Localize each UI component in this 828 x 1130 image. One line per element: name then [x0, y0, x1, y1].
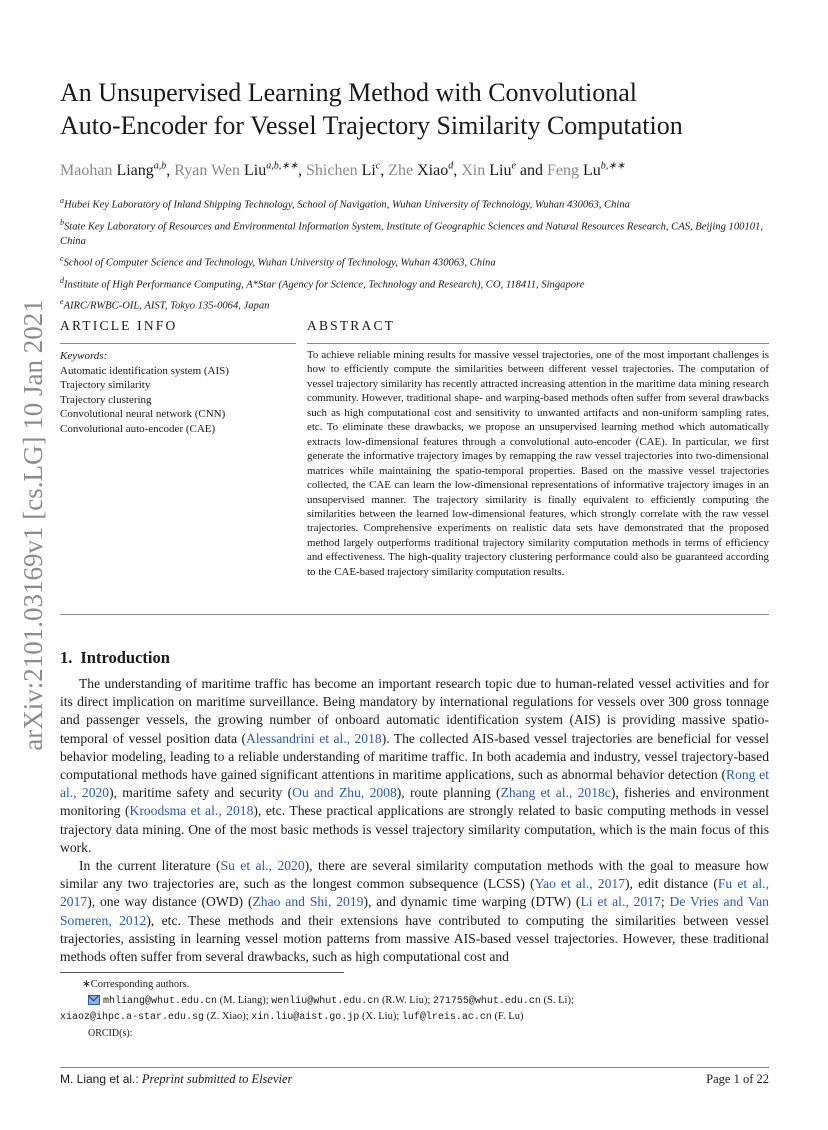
citation-link[interactable]: De Vries and Van Someren, 2012 — [60, 894, 769, 928]
keyword: Trajectory similarity — [60, 379, 151, 391]
text-run: The understanding of maritime traffic has become an important research topic due to human-related vessel activities and for its direct implication on maritime surveillance. Being mandatory by international regulations for vessels over 300 gross tonnage and passenger vessels, the growing number of onboard automatic identification system (AIS) is providing massive spatio-temporal of vessel position data ( — [60, 676, 769, 746]
section-number: 1. — [60, 648, 73, 667]
keyword: Convolutional auto-encoder (CAE) — [60, 422, 216, 435]
footnote-emails-line-2 — [60, 1009, 770, 1026]
text-run: ), one way distance (OWD) ( — [87, 894, 253, 910]
affiliation-marker: a — [60, 196, 64, 205]
author-first-name: Maohan — [60, 162, 117, 180]
affiliation — [60, 251, 770, 271]
affiliation-list — [60, 193, 770, 316]
keyword: Trajectory clustering — [60, 393, 152, 406]
author — [174, 162, 306, 179]
email-address[interactable]: 271755@whut.edu.cn — [432, 995, 541, 1007]
citation-link[interactable]: Li et al., 2017 — [580, 894, 661, 910]
paragraph-1 — [60, 675, 769, 857]
footer-colon: : — [135, 1072, 139, 1086]
text-run: ), etc. These practical applications are strongly related to basic computing methods in vessel trajectory data mining. One of the most basic methods is vessel trajectory similarity computation, which is the main focus of this work. — [60, 803, 769, 855]
author-affil-marker: c — [375, 161, 381, 172]
affiliation-marker: b — [60, 217, 64, 227]
footer-left — [60, 1072, 292, 1087]
author — [461, 162, 547, 179]
email-address[interactable]: luf@lreis.ac.cn — [401, 1012, 492, 1023]
citation-link[interactable]: Fu et al., 2017 — [60, 876, 769, 910]
author-first-name: Shichen — [306, 162, 362, 180]
affiliation-text: Hubei Key Laboratory of Inland Shipping Technology, School of Navigation, Wuhan University of Technology, Wuhan 430063, China — [64, 199, 630, 211]
author-list — [60, 156, 800, 182]
footnote-corresponding: ∗Corresponding authors. — [82, 979, 190, 990]
text-run: ), edit distance ( — [625, 876, 718, 892]
keywords-label: Keywords: — [60, 350, 108, 362]
abstract-rule — [307, 343, 769, 344]
affiliation-text: School of Computer Science and Technology, Wuhan University of Technology, Wuhan 430063, China — [63, 257, 496, 269]
text-run: ), etc. These methods and their extensions have contributed to computing the similarities between vessel trajectories, assisting in learning vessel motion patterns from massive AIS-based vessel trajectories. However, these traditional methods often suffer from several drawbacks, such as high computational cost and — [60, 912, 770, 965]
email-address[interactable]: wenliu@whut.edu.cn — [271, 995, 380, 1007]
text-run: ; — [660, 894, 670, 910]
citation-link[interactable]: Alessandrini et al., 2018 — [246, 730, 382, 746]
citation-link[interactable]: Yao et al., 2017 — [534, 876, 625, 892]
keyword: Automatic identification system (AIS) — [60, 364, 229, 377]
author-separator: and — [515, 162, 547, 180]
author-last-name: Xiao — [417, 162, 449, 180]
footer-author: M. Liang et al. — [60, 1072, 136, 1086]
affiliation — [60, 294, 770, 314]
email-owner: (R.W. Liu); — [379, 994, 433, 1006]
citation-link[interactable]: Zhang et al., 2018c — [500, 785, 611, 801]
abstract-heading: ABSTRACT — [307, 318, 396, 333]
author — [60, 162, 174, 179]
author-first-name: Zhe — [388, 162, 418, 180]
paragraph-2 — [60, 857, 769, 966]
section-heading — [60, 648, 178, 668]
citation-link[interactable]: Ou and Zhu, 2008 — [292, 785, 397, 801]
citation-link[interactable]: Kroodsma et al., 2018 — [129, 803, 254, 819]
affiliation-text: AIRC/RWBC-OIL, AIST, Tokyo 135-0064, Japan — [63, 300, 270, 312]
title-line-2: Auto-Encoder for Vessel Trajectory Similarity Computation — [60, 111, 683, 140]
email-icon — [88, 995, 100, 1005]
email-owner: (X. Liu); — [359, 1011, 402, 1022]
author — [306, 162, 388, 179]
title-line-1: An Unsupervised Learning Method with Convolutional — [60, 78, 637, 107]
affiliation — [60, 193, 770, 213]
affiliation-text: Institute of High Performance Computing, A*Star (Agency for Science, Technology and Research), CO, 118411, Singapore — [64, 279, 585, 291]
text-run: ), there are several similarity computation methods with the goal to measure how similar any two trajectories are, such as the longest common subsequence (LCSS) ( — [60, 858, 769, 892]
footer-page-number: Page 1 of 22 — [706, 1072, 769, 1086]
author-last-name: Liu — [244, 162, 267, 180]
footnotes — [60, 977, 770, 1041]
footer-preprint: Preprint submitted to Elsevier — [141, 1072, 293, 1086]
author-separator: , — [380, 162, 389, 180]
author-affil-marker: b,∗∗ — [600, 161, 626, 172]
author — [547, 162, 625, 179]
author-separator: , — [166, 162, 175, 180]
author-first-name: Feng — [547, 162, 583, 180]
footnote-orcid: ORCID(s): — [88, 1027, 133, 1039]
citation-link[interactable]: Zhao and Shi, 2019 — [252, 894, 364, 910]
text-run: ), maritime safety and security ( — [109, 785, 293, 801]
author-first-name: Ryan Wen — [174, 162, 245, 180]
citation-link[interactable]: Rong et al., 2020 — [60, 767, 769, 801]
email-owner: (M. Liang); — [217, 994, 272, 1006]
affiliation-text: State Key Laboratory of Resources and Environmental Information System, Institute of Geographic Sciences and Natural Resources Research, CAS, Beijing 100101, China — [60, 221, 763, 248]
article-info-heading: ARTICLE INFO — [60, 318, 178, 333]
email-owner: (F. Lu) — [491, 1011, 524, 1022]
affiliation — [60, 273, 770, 293]
keywords-block — [60, 349, 300, 436]
paper-title — [60, 76, 800, 142]
email-address[interactable]: xiaoz@ihpc.a-star.edu.sg — [60, 1012, 205, 1023]
abstract-text: To achieve reliable mining results for massive vessel trajectories, one of the most important challenges is how to efficiently compute the similarities between different vessel trajectories. The computation of vessel trajectory similarity has recently attracted increasing attention in the maritime data mining research community. However, traditional shape- and warping-based methods often suffer from several drawbacks such as high computational cost and sensitivity to unwanted artifacts and non-uniform sampling rates, etc. To eliminate these drawbacks, we propose an unsupervised learning method which automatically extracts low-dimensional features through a convolutional auto-encoder (CAE). In particular, we first generate the informative trajectory images by remapping the raw vessel trajectories into two-dimensional matrices while maintaining the spatio-temporal properties. Based on the massive vessel trajectories collected, the CAE can learn the low-dimensional representations of informative trajectory images in an unsupervised manner. The trajectory similarity is finally equivalent to efficiently computing the similarities between the learned low-dimensional features, which strongly correlate with the raw vessel trajectories. Comprehensive experiments on realistic data sets have demonstrated that the proposed method largely outperforms traditional trajectory similarity computation methods in terms of efficiency and effectiveness. The high-quality trajectory clustering performance could also be guaranteed according to the CAE-based trajectory similarity computation results. — [307, 349, 769, 578]
arxiv-stamp — [6, 255, 54, 795]
affiliation — [60, 215, 770, 250]
text-run: ), fisheries and environment monitoring ( — [60, 785, 769, 819]
email-list-1 — [103, 995, 574, 1006]
email-owner: (S. Li); — [540, 994, 574, 1006]
author-affil-marker: e — [511, 161, 516, 172]
text-run: ), and dynamic time warping (DTW) ( — [363, 894, 581, 910]
author-last-name: Liu — [489, 162, 512, 180]
text-run: In the current literature ( — [79, 858, 221, 874]
footer-rule — [60, 1067, 769, 1068]
author-affil-marker: a,b,∗∗ — [266, 161, 299, 172]
email-address[interactable]: mhliang@whut.edu.cn — [103, 995, 218, 1007]
email-owner: (Z. Xiao); — [204, 1011, 252, 1022]
citation-link[interactable]: Su et al., 2020 — [220, 858, 305, 874]
author-affil-marker: a,b — [153, 161, 167, 172]
author-last-name: Lu — [583, 162, 601, 180]
author — [388, 162, 461, 179]
keyword: Convolutional neural network (CNN) — [60, 408, 226, 420]
section-title: Introduction — [80, 648, 170, 667]
footnote-rule — [60, 972, 344, 973]
author-affil-marker: d — [448, 161, 454, 172]
article-info-rule — [60, 343, 296, 344]
author-last-name: Li — [361, 162, 376, 180]
keywords-list — [60, 364, 300, 437]
affiliation-marker: e — [60, 297, 64, 307]
author-first-name: Xin — [461, 162, 490, 180]
arxiv-id: arXiv:2101.03169v1 [cs.LG] 10 Jan 2021 — [18, 299, 48, 751]
body-text — [60, 675, 769, 966]
author-separator: , — [298, 162, 307, 180]
affiliation-marker: d — [60, 275, 64, 285]
author-last-name: Liang — [116, 162, 154, 180]
section-separator — [60, 614, 769, 615]
text-run: ), route planning ( — [396, 785, 501, 801]
author-separator: , — [453, 162, 462, 180]
text-run: ). The collected AIS-based vessel trajectories are beneficial for vessel behavior modeling, leading to a reliable understanding of maritime traffic. In both academia and industry, vessel trajectory-based computational methods have gained significant attentions in maritime applications, such as abnormal behavior detection ( — [60, 730, 770, 783]
email-address[interactable]: xin.liu@aist.go.jp — [251, 1012, 360, 1023]
footnote-emails-line-1 — [60, 993, 770, 1010]
affiliation-marker: c — [60, 254, 64, 264]
